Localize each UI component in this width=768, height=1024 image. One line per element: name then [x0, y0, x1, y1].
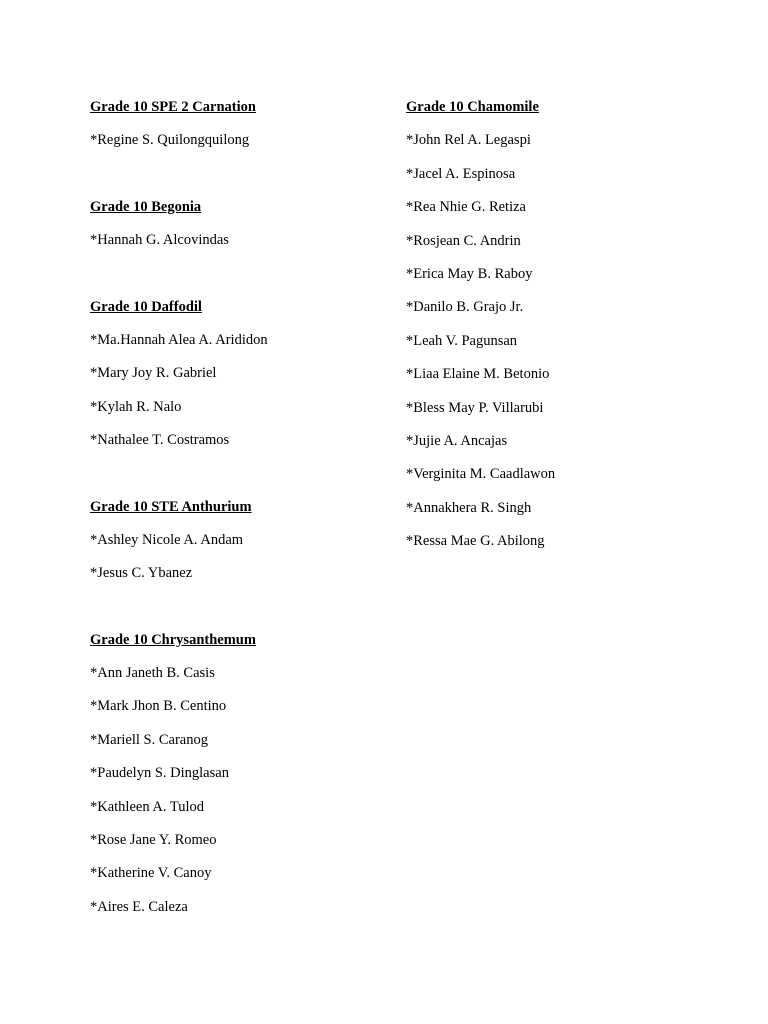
list-item: *Jacel A. Espinosa	[406, 165, 516, 182]
list-item: *Annakhera R. Singh	[406, 499, 532, 516]
list-item: *Liaa Elaine M. Betonio	[406, 366, 550, 383]
class-section	[90, 491, 390, 591]
list-item: *Ashley Nicole A. Andam	[90, 531, 244, 548]
list-item: *Mariell S. Caranog	[90, 731, 208, 748]
list-item: *Verginita M. Caadlawon	[406, 466, 556, 483]
section-heading: Grade 10 Daffodil	[90, 298, 202, 315]
list-item: *Mark Jhon B. Centino	[90, 698, 227, 715]
class-section	[406, 91, 726, 558]
list-item: *Ma.Hannah Alea A. Arididon	[90, 331, 268, 348]
list-item: *Rose Jane Y. Romeo	[90, 832, 217, 849]
list-item: *Mary Joy R. Gabriel	[90, 365, 217, 382]
name-list	[90, 657, 390, 924]
list-item: *Aires E. Caleza	[90, 898, 188, 915]
left-column	[90, 91, 390, 924]
list-item: *Paudelyn S. Dinglasan	[90, 765, 229, 782]
section-heading: Grade 10 Chrysanthemum	[90, 631, 256, 648]
class-section	[90, 624, 390, 925]
name-list	[90, 524, 390, 591]
list-item: *Ressa Mae G. Abilong	[406, 533, 545, 550]
list-item: *Erica May B. Raboy	[406, 265, 533, 282]
list-item: *Leah V. Pagunsan	[406, 332, 518, 349]
right-column	[406, 91, 726, 558]
section-heading: Grade 10 Chamomile	[406, 99, 539, 115]
name-list	[90, 324, 390, 458]
section-heading: Grade 10 Begonia	[90, 198, 202, 215]
list-item: *John Rel A. Legaspi	[406, 132, 531, 149]
list-item: *Jujie A. Ancajas	[406, 432, 508, 449]
list-item: *Kylah R. Nalo	[90, 398, 182, 415]
list-item: *Katherine V. Canoy	[90, 865, 212, 882]
list-item: *Bless May P. Villarubi	[406, 399, 544, 416]
class-section	[90, 191, 390, 258]
class-section	[90, 291, 390, 458]
list-item: *Danilo B. Grajo Jr.	[406, 299, 524, 316]
list-item: *Ann Janeth B. Casis	[90, 665, 215, 682]
list-item: *Kathleen A. Tulod	[90, 798, 204, 815]
list-item: *Hannah G. Alcovindas	[90, 232, 229, 249]
list-item: *Jesus C. Ybanez	[90, 565, 193, 582]
section-heading: Grade 10 SPE 2 Carnation	[90, 99, 256, 115]
name-list	[406, 124, 726, 558]
list-item: *Regine S. Quilongquilong	[90, 132, 250, 149]
section-heading: Grade 10 STE Anthurium	[90, 498, 252, 515]
list-item: *Rea Nhie G. Retiza	[406, 199, 526, 216]
list-item: *Rosjean C. Andrin	[406, 232, 521, 249]
class-section	[90, 91, 390, 158]
name-list	[90, 224, 390, 257]
list-item: *Nathalee T. Costramos	[90, 432, 230, 449]
name-list	[90, 124, 390, 157]
